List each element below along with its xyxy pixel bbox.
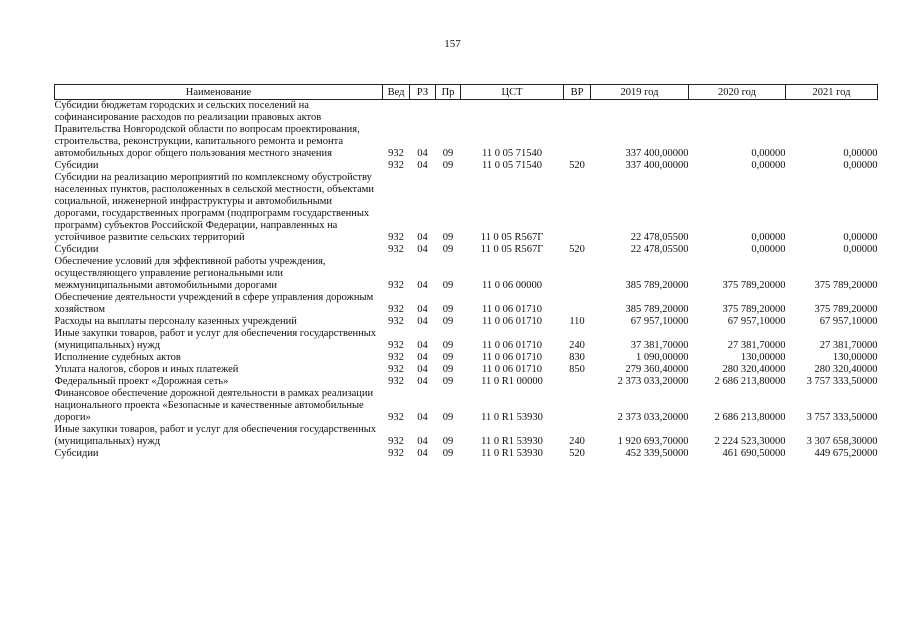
row-cst: 11 0 06 01710 bbox=[482, 304, 542, 315]
row-cst: 11 0 06 01710 bbox=[482, 364, 542, 375]
row-name: Уплата налогов, сборов и иных платежей bbox=[54, 364, 239, 375]
row-2021: 67 957,10000 bbox=[819, 316, 878, 327]
table-header-row bbox=[55, 85, 878, 100]
row-2021: 0,00000 bbox=[843, 244, 878, 255]
row-pr: 09 bbox=[442, 316, 454, 327]
row-2021: 0,00000 bbox=[843, 232, 878, 243]
row-2020: 280 320,40000 bbox=[722, 364, 786, 375]
row-name: Субсидии bbox=[54, 244, 99, 255]
row-2020: 375 789,20000 bbox=[722, 280, 786, 291]
row-name: Субсидии bbox=[54, 448, 99, 459]
header-ved: Вед bbox=[383, 85, 410, 100]
row-2020: 130,00000 bbox=[740, 352, 786, 363]
row-2019: 37 381,70000 bbox=[630, 340, 689, 351]
row-cst: 11 0 06 00000 bbox=[482, 280, 542, 291]
row-vr: 240 bbox=[569, 340, 585, 351]
row-2021: 130,00000 bbox=[832, 352, 878, 363]
row-2019: 1 090,00000 bbox=[636, 352, 689, 363]
table-row bbox=[55, 448, 878, 460]
row-vr: 850 bbox=[569, 364, 585, 375]
row-2021: 27 381,70000 bbox=[819, 340, 878, 351]
row-2021: 3 757 333,50000 bbox=[806, 376, 878, 387]
row-2019: 22 478,05500 bbox=[630, 232, 689, 243]
row-ved: 932 bbox=[388, 280, 404, 291]
row-name: Обеспечение условий для эффективной работы учреждения, осуществляющего управление региональными или межмуниципальными автомобильными дорогами bbox=[54, 256, 326, 291]
row-2021: 0,00000 bbox=[843, 148, 878, 159]
row-2019: 2 373 033,20000 bbox=[617, 412, 689, 423]
row-2019: 385 789,20000 bbox=[625, 304, 689, 315]
row-2019: 337 400,00000 bbox=[625, 160, 689, 171]
table-row bbox=[55, 292, 878, 316]
row-vr bbox=[564, 172, 591, 244]
row-vr: 520 bbox=[569, 448, 585, 459]
row-2021: 3 307 658,30000 bbox=[806, 436, 878, 447]
row-vr: 520 bbox=[569, 244, 585, 255]
header-2019: 2019 год bbox=[591, 85, 689, 100]
row-cst: 11 0 05 R567Г bbox=[480, 232, 544, 243]
row-cst: 11 0 R1 00000 bbox=[481, 376, 543, 387]
row-ved: 932 bbox=[388, 316, 404, 327]
header-rz: РЗ bbox=[410, 85, 436, 100]
row-name: Субсидии бюджетам городских и сельских поселений на софинансирование расходов по реализации правовых актов Правительства Новгородской области по вопросам проектирования, строительства, реконструкции, капитального ремонта и ремонта автомобильных дорог общего пользования местного значения bbox=[54, 100, 360, 159]
table-row bbox=[55, 160, 878, 172]
table-row bbox=[55, 256, 878, 292]
row-ved: 932 bbox=[388, 148, 404, 159]
row-vr: 110 bbox=[569, 316, 585, 327]
row-vr bbox=[564, 376, 591, 388]
row-name: Иные закупки товаров, работ и услуг для обеспечения государственных (муниципальных) нужд bbox=[54, 424, 377, 447]
table-row bbox=[55, 364, 878, 376]
row-rz: 04 bbox=[417, 364, 428, 375]
row-pr: 09 bbox=[442, 244, 454, 255]
row-rz: 04 bbox=[417, 232, 428, 243]
table-row bbox=[55, 352, 878, 364]
row-cst: 11 0 R1 53930 bbox=[481, 412, 543, 423]
row-pr: 09 bbox=[442, 448, 454, 459]
table-row bbox=[55, 328, 878, 352]
row-vr bbox=[564, 100, 591, 161]
row-vr bbox=[564, 256, 591, 292]
row-2019: 2 373 033,20000 bbox=[617, 376, 689, 387]
row-pr: 09 bbox=[442, 376, 454, 387]
row-vr: 830 bbox=[569, 352, 585, 363]
header-2020: 2020 год bbox=[689, 85, 786, 100]
table-row bbox=[55, 316, 878, 328]
row-rz: 04 bbox=[417, 244, 428, 255]
row-vr bbox=[564, 388, 591, 424]
row-vr: 520 bbox=[569, 160, 585, 171]
row-cst: 11 0 06 01710 bbox=[482, 352, 542, 363]
row-pr: 09 bbox=[442, 304, 454, 315]
row-rz: 04 bbox=[417, 412, 428, 423]
row-vr bbox=[564, 292, 591, 316]
row-2021: 0,00000 bbox=[843, 160, 878, 171]
row-2019: 279 360,40000 bbox=[625, 364, 689, 375]
row-pr: 09 bbox=[442, 364, 454, 375]
table-row bbox=[55, 388, 878, 424]
page-number: 157 bbox=[444, 38, 461, 50]
row-2020: 461 690,50000 bbox=[722, 448, 786, 459]
row-name: Исполнение судебных актов bbox=[54, 352, 181, 363]
row-ved: 932 bbox=[388, 436, 404, 447]
header-cst: ЦСТ bbox=[461, 85, 564, 100]
row-cst: 11 0 05 71540 bbox=[482, 148, 542, 159]
row-rz: 04 bbox=[417, 160, 428, 171]
row-2020: 375 789,20000 bbox=[722, 304, 786, 315]
row-cst: 11 0 06 01710 bbox=[482, 316, 542, 327]
row-name: Субсидии bbox=[54, 160, 99, 171]
row-2020: 0,00000 bbox=[751, 160, 786, 171]
row-pr: 09 bbox=[442, 340, 454, 351]
row-name: Субсидии на реализацию мероприятий по комплексному обустройству населенных пунктов, расположенных в сельской местности, объектами социальной, инженерной инфраструктуры и автомобильными дорогами, государственных программ (подпрограмм государственных программ) субъектов Российской Федерации, направленных на устойчивое развитие сельских территорий bbox=[54, 172, 375, 243]
row-ved: 932 bbox=[388, 352, 404, 363]
row-2020: 0,00000 bbox=[751, 148, 786, 159]
table-row bbox=[55, 244, 878, 256]
row-ved: 932 bbox=[388, 340, 404, 351]
row-ved: 932 bbox=[388, 376, 404, 387]
row-cst: 11 0 06 01710 bbox=[482, 340, 542, 351]
row-2020: 0,00000 bbox=[751, 232, 786, 243]
row-pr: 09 bbox=[442, 148, 454, 159]
row-2021: 375 789,20000 bbox=[814, 304, 878, 315]
row-2020: 27 381,70000 bbox=[727, 340, 786, 351]
row-cst: 11 0 R1 53930 bbox=[481, 448, 543, 459]
row-cst: 11 0 05 R567Г bbox=[480, 244, 544, 255]
row-ved: 932 bbox=[388, 244, 404, 255]
row-rz: 04 bbox=[417, 316, 428, 327]
row-name: Финансовое обеспечение дорожной деятельности в рамках реализации национального проекта «Безопасные и качественные автомобильные дороги» bbox=[54, 388, 374, 423]
header-pr: Пр bbox=[436, 85, 461, 100]
row-ved: 932 bbox=[388, 364, 404, 375]
row-2020: 2 686 213,80000 bbox=[714, 376, 786, 387]
row-name: Обеспечение деятельности учреждений в сфере управления дорожным хозяйством bbox=[54, 292, 374, 315]
row-2019: 1 920 693,70000 bbox=[617, 436, 689, 447]
row-cst: 11 0 05 71540 bbox=[482, 160, 542, 171]
row-2020: 0,00000 bbox=[751, 244, 786, 255]
row-rz: 04 bbox=[417, 448, 428, 459]
row-pr: 09 bbox=[442, 412, 454, 423]
header-name: Наименование bbox=[55, 85, 383, 100]
row-2019: 337 400,00000 bbox=[625, 148, 689, 159]
row-2020: 2 224 523,30000 bbox=[714, 436, 786, 447]
row-2019: 67 957,10000 bbox=[630, 316, 689, 327]
row-2020: 67 957,10000 bbox=[727, 316, 786, 327]
row-ved: 932 bbox=[388, 160, 404, 171]
row-pr: 09 bbox=[442, 160, 454, 171]
row-rz: 04 bbox=[417, 304, 428, 315]
row-rz: 04 bbox=[417, 376, 428, 387]
row-pr: 09 bbox=[442, 232, 454, 243]
row-2021: 280 320,40000 bbox=[814, 364, 878, 375]
row-pr: 09 bbox=[442, 436, 454, 447]
row-rz: 04 bbox=[417, 436, 428, 447]
row-2019: 385 789,20000 bbox=[625, 280, 689, 291]
table-row bbox=[55, 100, 878, 161]
row-rz: 04 bbox=[417, 148, 428, 159]
row-pr: 09 bbox=[442, 352, 454, 363]
row-2021: 3 757 333,50000 bbox=[806, 412, 878, 423]
row-2019: 452 339,50000 bbox=[625, 448, 689, 459]
table-row bbox=[55, 376, 878, 388]
row-name: Расходы на выплаты персоналу казенных учреждений bbox=[54, 316, 297, 327]
row-name: Федеральный проект «Дорожная сеть» bbox=[54, 376, 229, 387]
table-row bbox=[55, 172, 878, 244]
row-2021: 449 675,20000 bbox=[814, 448, 878, 459]
row-cst: 11 0 R1 53930 bbox=[481, 436, 543, 447]
row-rz: 04 bbox=[417, 340, 428, 351]
row-vr: 240 bbox=[569, 436, 585, 447]
row-2021: 375 789,20000 bbox=[814, 280, 878, 291]
table-row bbox=[55, 424, 878, 448]
row-2020: 2 686 213,80000 bbox=[714, 412, 786, 423]
row-2019: 22 478,05500 bbox=[630, 244, 689, 255]
row-name: Иные закупки товаров, работ и услуг для обеспечения государственных (муниципальных) нужд bbox=[54, 328, 377, 351]
row-rz: 04 bbox=[417, 280, 428, 291]
row-ved: 932 bbox=[388, 304, 404, 315]
row-ved: 932 bbox=[388, 232, 404, 243]
header-vr: ВР bbox=[564, 85, 591, 100]
budget-table bbox=[54, 84, 878, 460]
row-ved: 932 bbox=[388, 412, 404, 423]
row-rz: 04 bbox=[417, 352, 428, 363]
header-2021: 2021 год bbox=[786, 85, 878, 100]
row-pr: 09 bbox=[442, 280, 454, 291]
row-ved: 932 bbox=[388, 448, 404, 459]
